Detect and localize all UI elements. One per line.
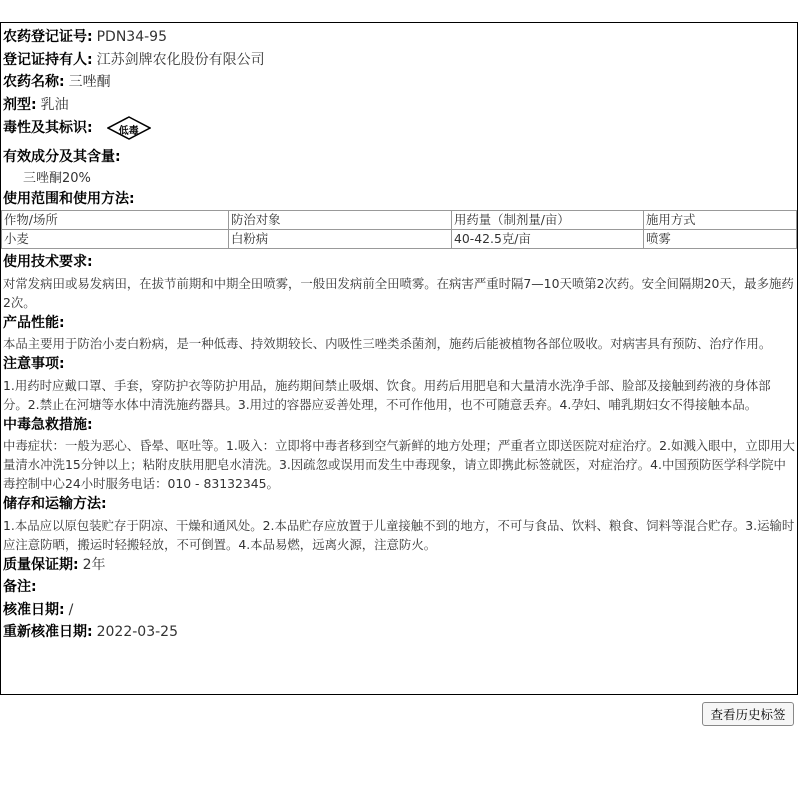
holder-value: 江苏剑牌农化股份有限公司 xyxy=(96,51,265,68)
remark-row xyxy=(3,576,797,599)
tech-label: 使用技术要求: xyxy=(3,254,93,270)
toxicity-badge-text: 低毒 xyxy=(118,126,139,137)
header-method: 施用方式 xyxy=(644,211,797,230)
form-value: 乳油 xyxy=(40,96,69,113)
caution-label: 注意事项: xyxy=(3,356,65,372)
cell-target: 白粉病 xyxy=(229,230,452,249)
shelf-label: 质量保证期: xyxy=(3,556,79,573)
storage-text: 1.本品应以原包装贮存于阴凉、干燥和通风处。2.本品贮存应放置于儿童接触不到的地方，不可与食品、饮料、粮食、饲料等混合贮存。3.运输时应注意防晒，搬运时轻搬轻放，不可倒置。4.本品易燃，远离火源，注意防火。 xyxy=(3,517,795,552)
header-crop: 作物/场所 xyxy=(2,211,229,230)
approve-value: / xyxy=(68,601,74,618)
reapprove-label: 重新核准日期: xyxy=(3,624,93,640)
caution-text: 1.用药时应戴口罩、手套，穿防护衣等防护用品，施药期间禁止吸烟、饮食。用药后用肥皂和大量清水洗净手部、脸部及接触到药液的身体部分。2.禁止在河塘等水体中清洗施药器具。3.用过的容器应妥善处理，不可作他用，也不可随意丢弃。4.孕妇、哺乳期妇女不得接触本品。 xyxy=(3,377,771,412)
tech-text: 对常发病田或易发病田，在拔节前期和中期全田喷雾，一般田发病前全田喷雾。在病害严重时隔7—10天喷第2次药。安全间隔期20天，最多施药2次。 xyxy=(3,275,794,310)
firstaid-row xyxy=(3,414,797,437)
ingredient-value: 三唑酮20% xyxy=(23,170,91,186)
performance-row xyxy=(3,312,797,335)
firstaid-label: 中毒急救措施: xyxy=(3,416,93,433)
reapprove-value: 2022-03-25 xyxy=(96,624,178,640)
cell-crop: 小麦 xyxy=(2,230,229,249)
reg-no-row xyxy=(3,26,797,49)
view-history-button[interactable]: 查看历史标签 xyxy=(702,702,794,726)
tech-row xyxy=(3,251,797,274)
header-dosage: 用药量（制剂量/亩） xyxy=(452,211,644,230)
header-target: 防治对象 xyxy=(229,211,452,230)
shelf-value: 2年 xyxy=(82,556,106,573)
name-row xyxy=(3,71,797,94)
usage-label: 使用范围和使用方法: xyxy=(3,190,135,207)
toxicity-label: 毒性及其标识: xyxy=(3,120,93,136)
ingredient-row xyxy=(3,146,797,169)
table-header-row xyxy=(2,211,797,230)
label-document xyxy=(0,22,798,695)
toxicity-row xyxy=(3,116,797,146)
holder-row xyxy=(3,49,797,72)
reapprove-row xyxy=(3,621,797,644)
remark-label: 备注: xyxy=(3,579,37,595)
reg-no-label: 农药登记证号: xyxy=(3,29,93,45)
name-value: 三唑酮 xyxy=(68,74,111,90)
ingredient-label: 有效成分及其含量: xyxy=(3,149,121,165)
form-label: 剂型: xyxy=(3,96,37,113)
table-row xyxy=(2,230,797,249)
shelf-row xyxy=(3,554,797,577)
toxicity-badge xyxy=(107,116,151,140)
usage-table xyxy=(1,210,797,249)
cell-dosage: 40-42.5克/亩 xyxy=(452,230,644,249)
caution-row xyxy=(3,353,797,376)
name-label: 农药名称: xyxy=(3,74,65,90)
performance-text: 本品主要用于防治小麦白粉病，是一种低毒、持效期较长、内吸性三唑类杀菌剂，施药后能被植物各部位吸收。对病害具有预防、治疗作用。 xyxy=(3,336,772,351)
holder-label: 登记证持有人: xyxy=(3,51,93,68)
approve-label: 核准日期: xyxy=(3,601,65,618)
storage-row xyxy=(3,493,797,516)
form-row xyxy=(3,94,797,117)
approve-row xyxy=(3,599,797,622)
cell-method: 喷雾 xyxy=(644,230,797,249)
firstaid-text: 中毒症状：一般为恶心、昏晕、呕吐等。1.吸入：立即将中毒者移到空气新鲜的地方处理；严重者立即送医院对症治疗。2.如溅入眼中，立即用大量清水冲洗15分钟以上；粘附皮肤用肥皂水清洗。3.因疏忽或误用而发生中毒现象，请立即携此标签就医，对症治疗。4.中国预防医学科学院中毒控制中心24小时服务电话：010 - 83132345。 xyxy=(3,438,795,491)
performance-label: 产品性能: xyxy=(3,314,65,331)
storage-label: 储存和运输方法: xyxy=(3,496,107,512)
reg-no-value: PDN34-95 xyxy=(96,29,167,45)
usage-row xyxy=(3,188,797,211)
